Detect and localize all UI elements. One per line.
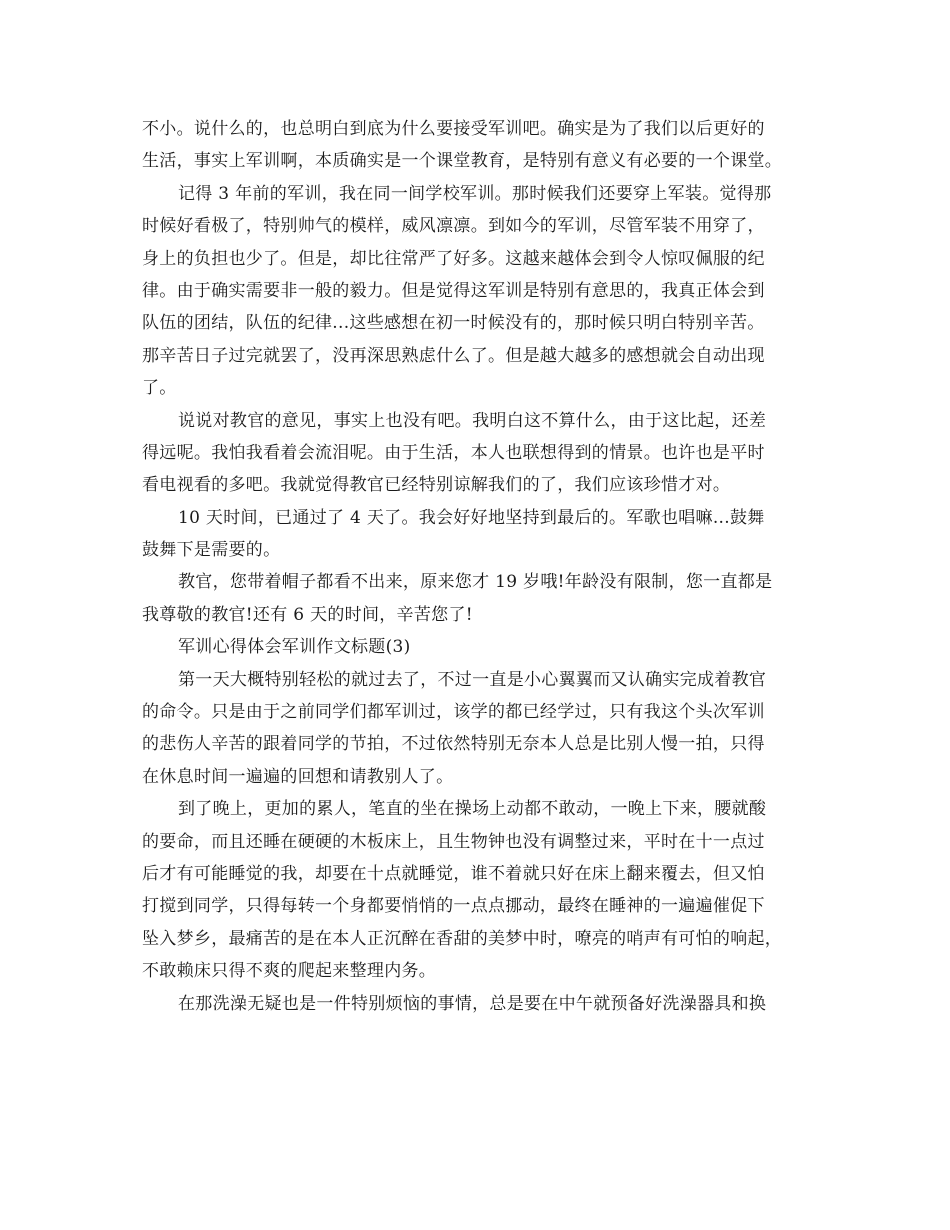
text-line: 说说对教官的意见，事实上也没有吧。我明白这不算什么，由于这比起，还差 <box>178 410 767 431</box>
text-line: 到了晚上，更加的累人，笔直的坐在操场上动都不敢动，一晚上下来，腰就酸 <box>178 799 767 820</box>
text-line: 的要命，而且还睡在硬硬的木板床上，且生物钟也没有调整过来，平时在十一点过 <box>142 831 765 852</box>
text-line: 在那洗澡无疑也是一件特别烦恼的事情，总是要在中午就预备好洗澡器具和换 <box>178 993 767 1014</box>
text-line: 律。由于确实需要非一般的毅力。但是觉得这军训是特别有意思的，我真正体会到 <box>142 280 765 301</box>
text-line: 10 天时间，已通过了 4 天了。我会好好地坚持到最后的。军歌也唱嘛...鼓舞 <box>178 507 765 528</box>
document-body <box>142 113 832 1020</box>
text-line: 坠入梦乡，最痛苦的是在本人正沉醉在香甜的美梦中时，嘹亮的哨声有可怕的响起， <box>142 928 783 949</box>
text-line: 在休息时间一遍遍的回想和请教别人了。 <box>142 766 454 787</box>
text-line: 队伍的团结，队伍的纪律...这些感想在初一时候没有的，那时候只明白特别辛苦。 <box>142 313 765 334</box>
text-line: 打搅到同学，只得每转一个身都要悄悄的一点点挪动，最终在睡神的一遍遍催促下 <box>142 896 765 917</box>
text-line: 了。 <box>142 378 177 399</box>
text-line: 后才有可能睡觉的我，却要在十点就睡觉，谁不着就只好在床上翻来覆去，但又怕 <box>142 863 765 884</box>
text-line: 生活，事实上军训啊，本质确实是一个课堂教育，是特别有意义有必要的一个课堂。 <box>142 151 783 172</box>
text-line: 得远呢。我怕我看着会流泪呢。由于生活，本人也联想得到的情景。也许也是平时 <box>142 442 765 463</box>
text-line: 记得 3 年前的军训，我在同一间学校军训。那时候我们还要穿上军装。觉得那 <box>178 183 772 204</box>
text-line: 那辛苦日子过完就罢了，没再深思熟虑什么了。但是越大越多的感想就会自动出现 <box>142 345 765 366</box>
text-line: 时候好看极了，特别帅气的模样，威风凛凛。到如今的军训，尽管军装不用穿了， <box>142 216 765 237</box>
text-line: 教官，您带着帽子都看不出来，原来您才 19 岁哦!年龄没有限制，您一直都是 <box>178 572 773 593</box>
text-line: 军训心得体会军训作文标题(3) <box>178 637 411 658</box>
text-line: 的悲伤人辛苦的跟着同学的节拍，不过依然特别无奈本人总是比别人慢一拍，只得 <box>142 734 765 755</box>
text-line: 不敢赖床只得不爽的爬起来整理内务。 <box>142 961 437 982</box>
text-line: 不小。说什么的，也总明白到底为什么要接受军训吧。确实是为了我们以后更好的 <box>142 119 765 139</box>
text-line: 第一天大概特别轻松的就过去了，不过一直是小心翼翼而又认确实完成着教官 <box>178 669 767 690</box>
text-line: 身上的负担也少了。但是，却比往常严了好多。这越来越体会到令人惊叹佩服的纪 <box>142 248 765 269</box>
text-line: 看电视看的多吧。我就觉得教官已经特别谅解我们的了，我们应该珍惜才对。 <box>142 475 731 496</box>
text-line: 鼓舞下是需要的。 <box>142 540 281 561</box>
text-line: 我尊敬的教官!还有 6 天的时间，辛苦您了! <box>142 604 473 625</box>
text-line: 的命令。只是由于之前同学们都军训过，该学的都已经学过，只有我这个头次军训 <box>142 702 765 723</box>
